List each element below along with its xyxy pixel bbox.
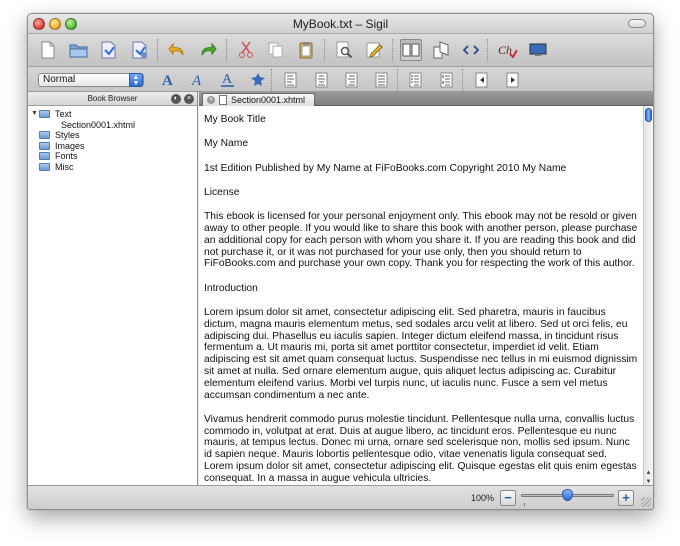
save-as-icon[interactable] [129,39,151,61]
align-left-icon[interactable] [280,69,302,91]
tree-item-fonts[interactable] [28,151,197,162]
title-bar[interactable] [28,14,653,34]
toolbar-toggle-button[interactable] [628,19,646,28]
tree-item-label: Fonts [55,151,78,161]
folder-icon [39,110,50,118]
copy-icon[interactable] [265,39,287,61]
book-view-editor[interactable] [199,106,645,487]
expand-arrow-icon[interactable]: ▼ [31,110,38,117]
paragraph-style-select[interactable] [38,73,144,87]
bold-icon[interactable] [157,69,179,91]
tree-item-text[interactable] [28,109,197,120]
license-heading[interactable]: License [204,186,240,198]
zoom-level: 100% [471,493,495,503]
format-toolbar [28,67,653,92]
scroll-down-icon[interactable]: ▼ [645,479,652,485]
redo-icon[interactable] [197,39,219,61]
book-browser-title: Book Browser [87,94,138,103]
tree-item-images[interactable] [28,141,197,152]
tree-item-section0001[interactable] [28,120,197,131]
folder-icon [39,142,50,150]
undo-icon[interactable] [166,39,188,61]
paste-icon[interactable] [295,39,317,61]
numbered-list-icon[interactable] [436,69,458,91]
indent-icon[interactable] [502,69,524,91]
book-view-icon[interactable] [400,39,422,61]
book-browser-header [28,92,197,106]
folder-icon [39,163,50,171]
split-view-icon[interactable] [430,39,452,61]
strikethrough-icon[interactable] [247,69,269,91]
editor-tab-bar [199,92,653,106]
close-panel-icon[interactable]: × [184,94,194,104]
find-replace-icon[interactable] [333,39,355,61]
new-file-icon[interactable] [37,39,59,61]
tree-item-label: Section0001.xhtml [61,119,136,130]
introduction-heading[interactable]: Introduction [204,282,258,294]
lorem-paragraph[interactable]: Lorem ipsum dolor sit amet, consectetur adipiscing elit. Sed pharetra, mauris in faucibus dictum, magna mauris elementum metus, sed sodales arcu velit at libero. Sed ut orci felis, eu adipiscing dui. Phasellus eu iaculis sapien. Integer dictum eleifend massa, in tincidunt risus fermentum a. Ut mauris mi, porta sit amet porttitor consectetur, imperdiet id velit. Etiam adipiscing est sit amet quam consequat luctus. Suspendisse nec tellus in mi euismod dignissim sit amet at nulla. Sed ornare elementum augue, quis aliquet lectus adipiscing ac. Curabitur elementum eleifend varius. Morbi vel turpis nunc, ut iaculis nunc. Fusce a sem vel metus accumsan condimentum a nec ante. [204,306,638,401]
svg-text:A: A [162,73,173,88]
tree-item-styles[interactable] [28,130,197,141]
scroll-up-icon[interactable]: ▲ [645,470,652,476]
tab-section0001[interactable] [202,93,315,106]
folder-icon [39,131,50,139]
tree-item-label: Styles [55,130,80,140]
chevron-updown-icon: ▲ ▼ [129,73,143,87]
tree-item-label: Images [55,140,85,151]
italic-icon[interactable] [187,69,209,91]
paragraph-style-value: Normal [43,74,76,85]
zoom-ticks [524,503,614,506]
folder-icon [39,152,50,160]
book-browser-panel [28,92,198,487]
cut-icon[interactable] [235,39,257,61]
license-paragraph[interactable]: This ebook is licensed for your personal enjoyment only. This ebook may not be resold or given away to other people. If you would like to share this book with another person, please purchase an additional copy for each person with whom you share it. If you are reading this book and did not purchase it, or it was not purchased for your use only, then you should return to FiFoBooks.com and purchase your own copy. Thank you for respecting the work of this author. [204,211,638,270]
edition-paragraph[interactable]: 1st Edition Published by My Name at FiFoBooks.com Copyright 2010 My Name [204,162,567,174]
zoom-out-button[interactable]: − [500,490,516,506]
svg-text:A: A [222,72,233,87]
open-folder-icon[interactable] [68,39,90,61]
tab-label: Section0001.xhtml [231,95,306,105]
book-title-paragraph[interactable]: My Book Title [204,114,266,125]
close-tab-icon[interactable]: × [207,96,215,104]
vivamus-paragraph[interactable]: Vivamus hendrerit commodo purus molestie tincidunt. Pellentesque nulla urna, convallis luctus commodo in, volutpat at erat. Duis at augue libero, ac tincidunt eros. Pellentesque eu nunc mauris, at tempus lectus. Donec mi urna, ornare sed scelerisque non, mollis sed ipsum. Nunc id sapien neque. Mauris lobortis pellentesque odio, vitae venenatis ligula consequat sed. Lorem ipsum dolor sit amet, consectetur adipiscing elit. Quisque egestas elit quis enim egestas consequat. In a massa in augue vehicula ultricies. [204,413,637,484]
sigil-window [27,13,654,510]
author-paragraph[interactable]: My Name [204,138,249,150]
align-justify-icon[interactable] [371,69,393,91]
align-center-icon[interactable] [311,69,333,91]
float-panel-icon[interactable]: ◐ [171,94,181,104]
tree-item-misc[interactable] [28,162,197,173]
svg-text:Ch: Ch [498,43,513,57]
resize-grip[interactable] [641,497,651,507]
editor-scrollbar[interactable] [643,106,653,487]
meta-editor-icon[interactable] [363,39,385,61]
preview-icon[interactable] [527,39,549,61]
underline-icon[interactable] [217,69,239,91]
align-right-icon[interactable] [341,69,363,91]
outdent-icon[interactable] [471,69,493,91]
window-title: MyBook.txt – Sigil [292,17,389,31]
bullet-list-icon[interactable] [405,69,427,91]
save-icon[interactable] [98,39,120,61]
document-icon [219,95,227,105]
main-toolbar [28,34,653,67]
book-tree [28,106,197,172]
scroll-thumb[interactable] [645,108,652,122]
tree-item-label: Misc [55,161,74,172]
zoom-slider-knob[interactable] [562,489,573,501]
zoom-in-button[interactable]: + [618,490,634,506]
tree-item-label: Text [55,109,72,119]
spellcheck-icon[interactable] [496,39,518,61]
status-bar [28,485,653,509]
svg-text:A: A [192,73,202,88]
code-view-icon[interactable] [460,39,482,61]
